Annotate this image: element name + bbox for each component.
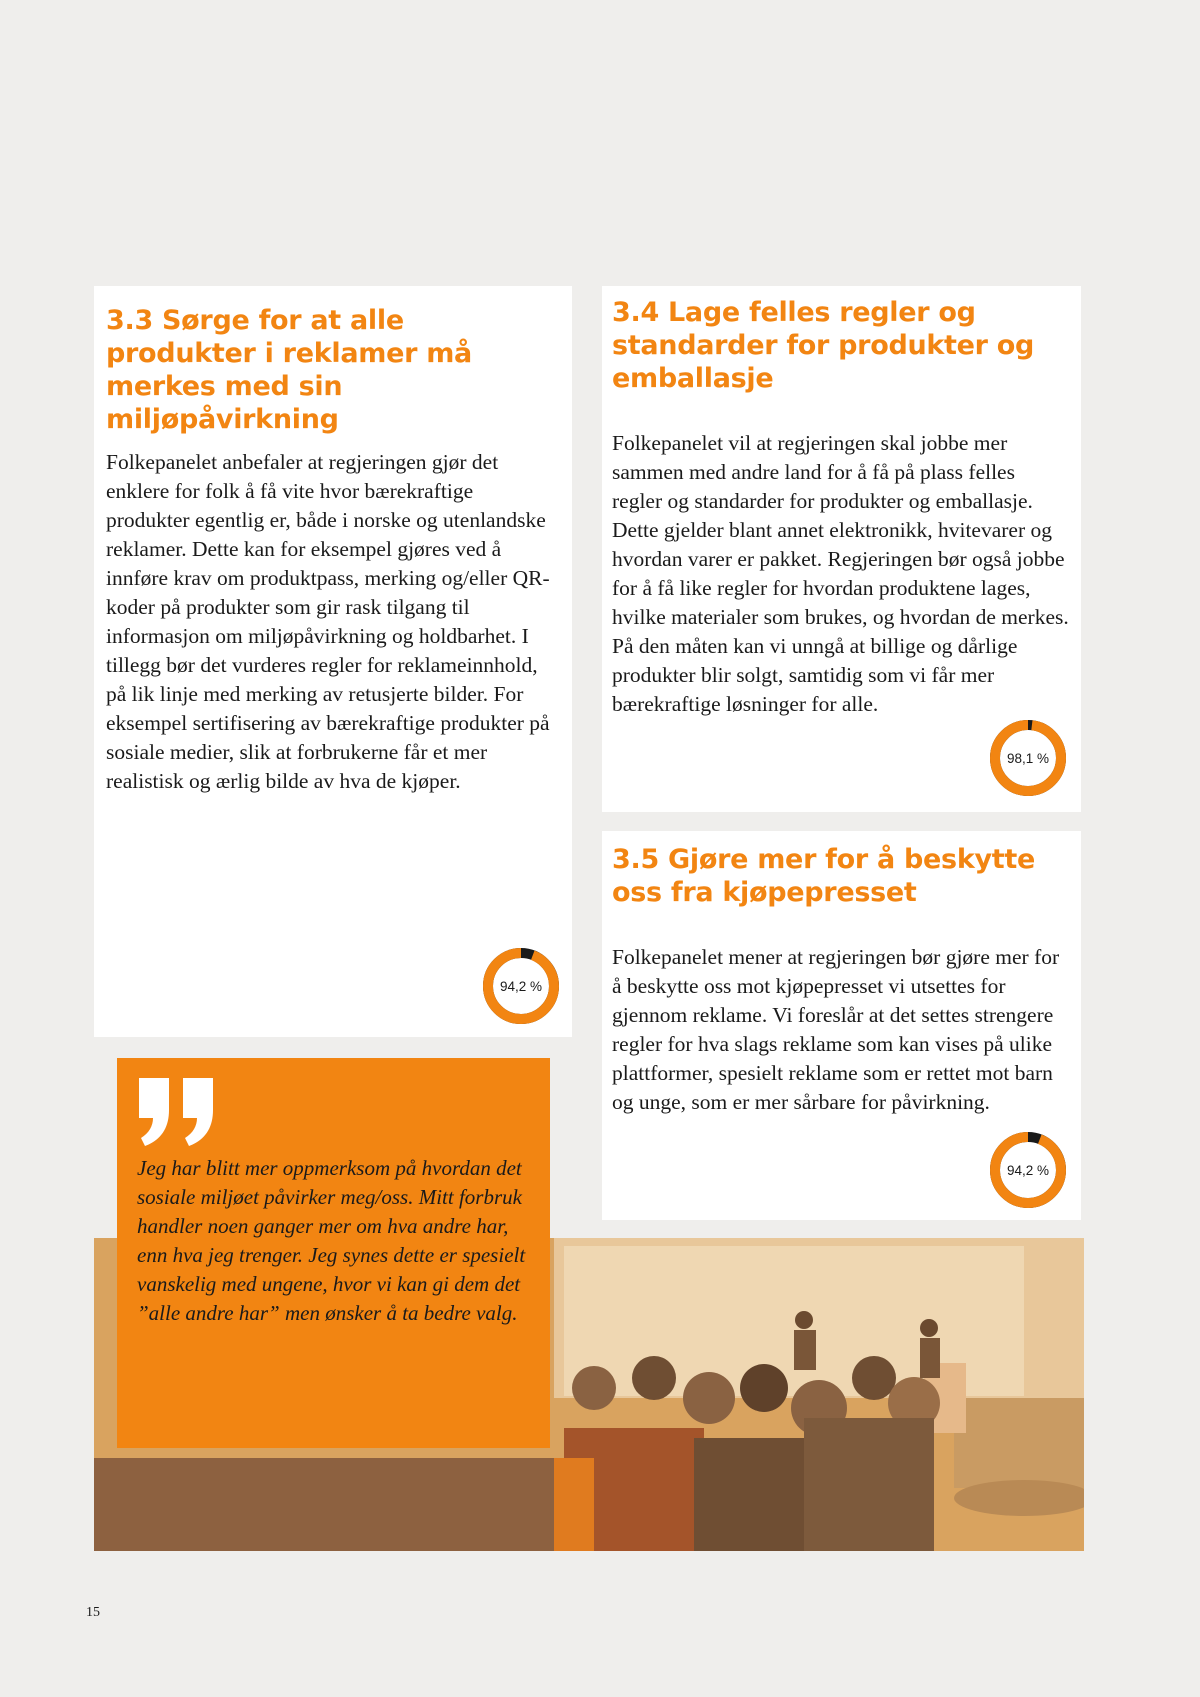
support-percentage: 94,2 % (1006, 1162, 1050, 1178)
support-percentage: 98,1 % (1006, 750, 1050, 766)
quote-text: Jeg har blitt mer oppmerksom på hvordan det sosiale miljøet påvirker meg/oss. Mitt forbruk handler noen ganger mer om hva andre har, enn hva jeg trenger. Jeg synes dette er spesielt vanskelig med ungene, hvor vi kan gi dem det ”alle andre har” men ønsker å ta bedre valg. (137, 1156, 526, 1325)
support-percentage: 94,2 % (499, 978, 543, 994)
section-body: Folkepanelet anbefaler at regjeringen gjør det enklere for folk å få vite hvor bærekraftige produkter egentlig er, både i norske og utenlandske reklamer. Dette kan for eksempel gjøres ved å innføre krav om produktpass, merking og/eller QR-koder på produkter som gir rask tilgang til informasjon om miljøpåvirkning og holdbarhet. I tillegg bør det vurderes regler for reklameinnhold, på lik linje med merking av retusjerte bilder. For eksempel sertifisering av bærekraftige produkter på sosiale medier, slik at forbrukerne får et mer realistisk og ærlig bilde av hva de kjøper. (106, 450, 550, 793)
support-donut (988, 1130, 1068, 1210)
quote-box (117, 1058, 550, 1448)
section-body: Folkepanelet mener at regjeringen bør gjøre mer for å beskytte oss mot kjøpepresset vi utsettes for gjennom reklame. Vi foreslår at det settes strengere regler for hva slags reklame som kan vises på ulike plattformer, spesielt reklame som er rettet mot barn og unge, som er mer sårbare for påvirkning. (612, 945, 1060, 1114)
section-3-3-card (94, 286, 572, 1037)
section-body: Folkepanelet vil at regjeringen skal jobbe mer sammen med andre land for å få på plass felles regler og standarder for produkter og emballasje. Dette gjelder blant annet elektronikk, hvitevarer og hvordan varer er pakket. Regjeringen bør også jobbe for å få like regler for hvordan produktene lages, hvilke materialer som brukes, og hvordan de merkes. På den måten kan vi unngå at billige og dårlige produkter blir solgt, samtidig som vi får mer bærekraftige løsninger for alle. (612, 431, 1069, 716)
section-title: 3.4 Lage felles regler og standarder for produkter og emballasje (612, 297, 1035, 394)
section-title: 3.3 Sørge for at alle produkter i reklamer må merkes med sin miljøpåvirkning (106, 305, 472, 435)
section-title: 3.5 Gjøre mer for å beskytte oss fra kjøpepresset (612, 844, 1036, 908)
page-number: 15 (86, 1605, 100, 1620)
support-donut (988, 718, 1068, 798)
support-donut (481, 946, 561, 1026)
quote-mark-icon (137, 1076, 217, 1148)
